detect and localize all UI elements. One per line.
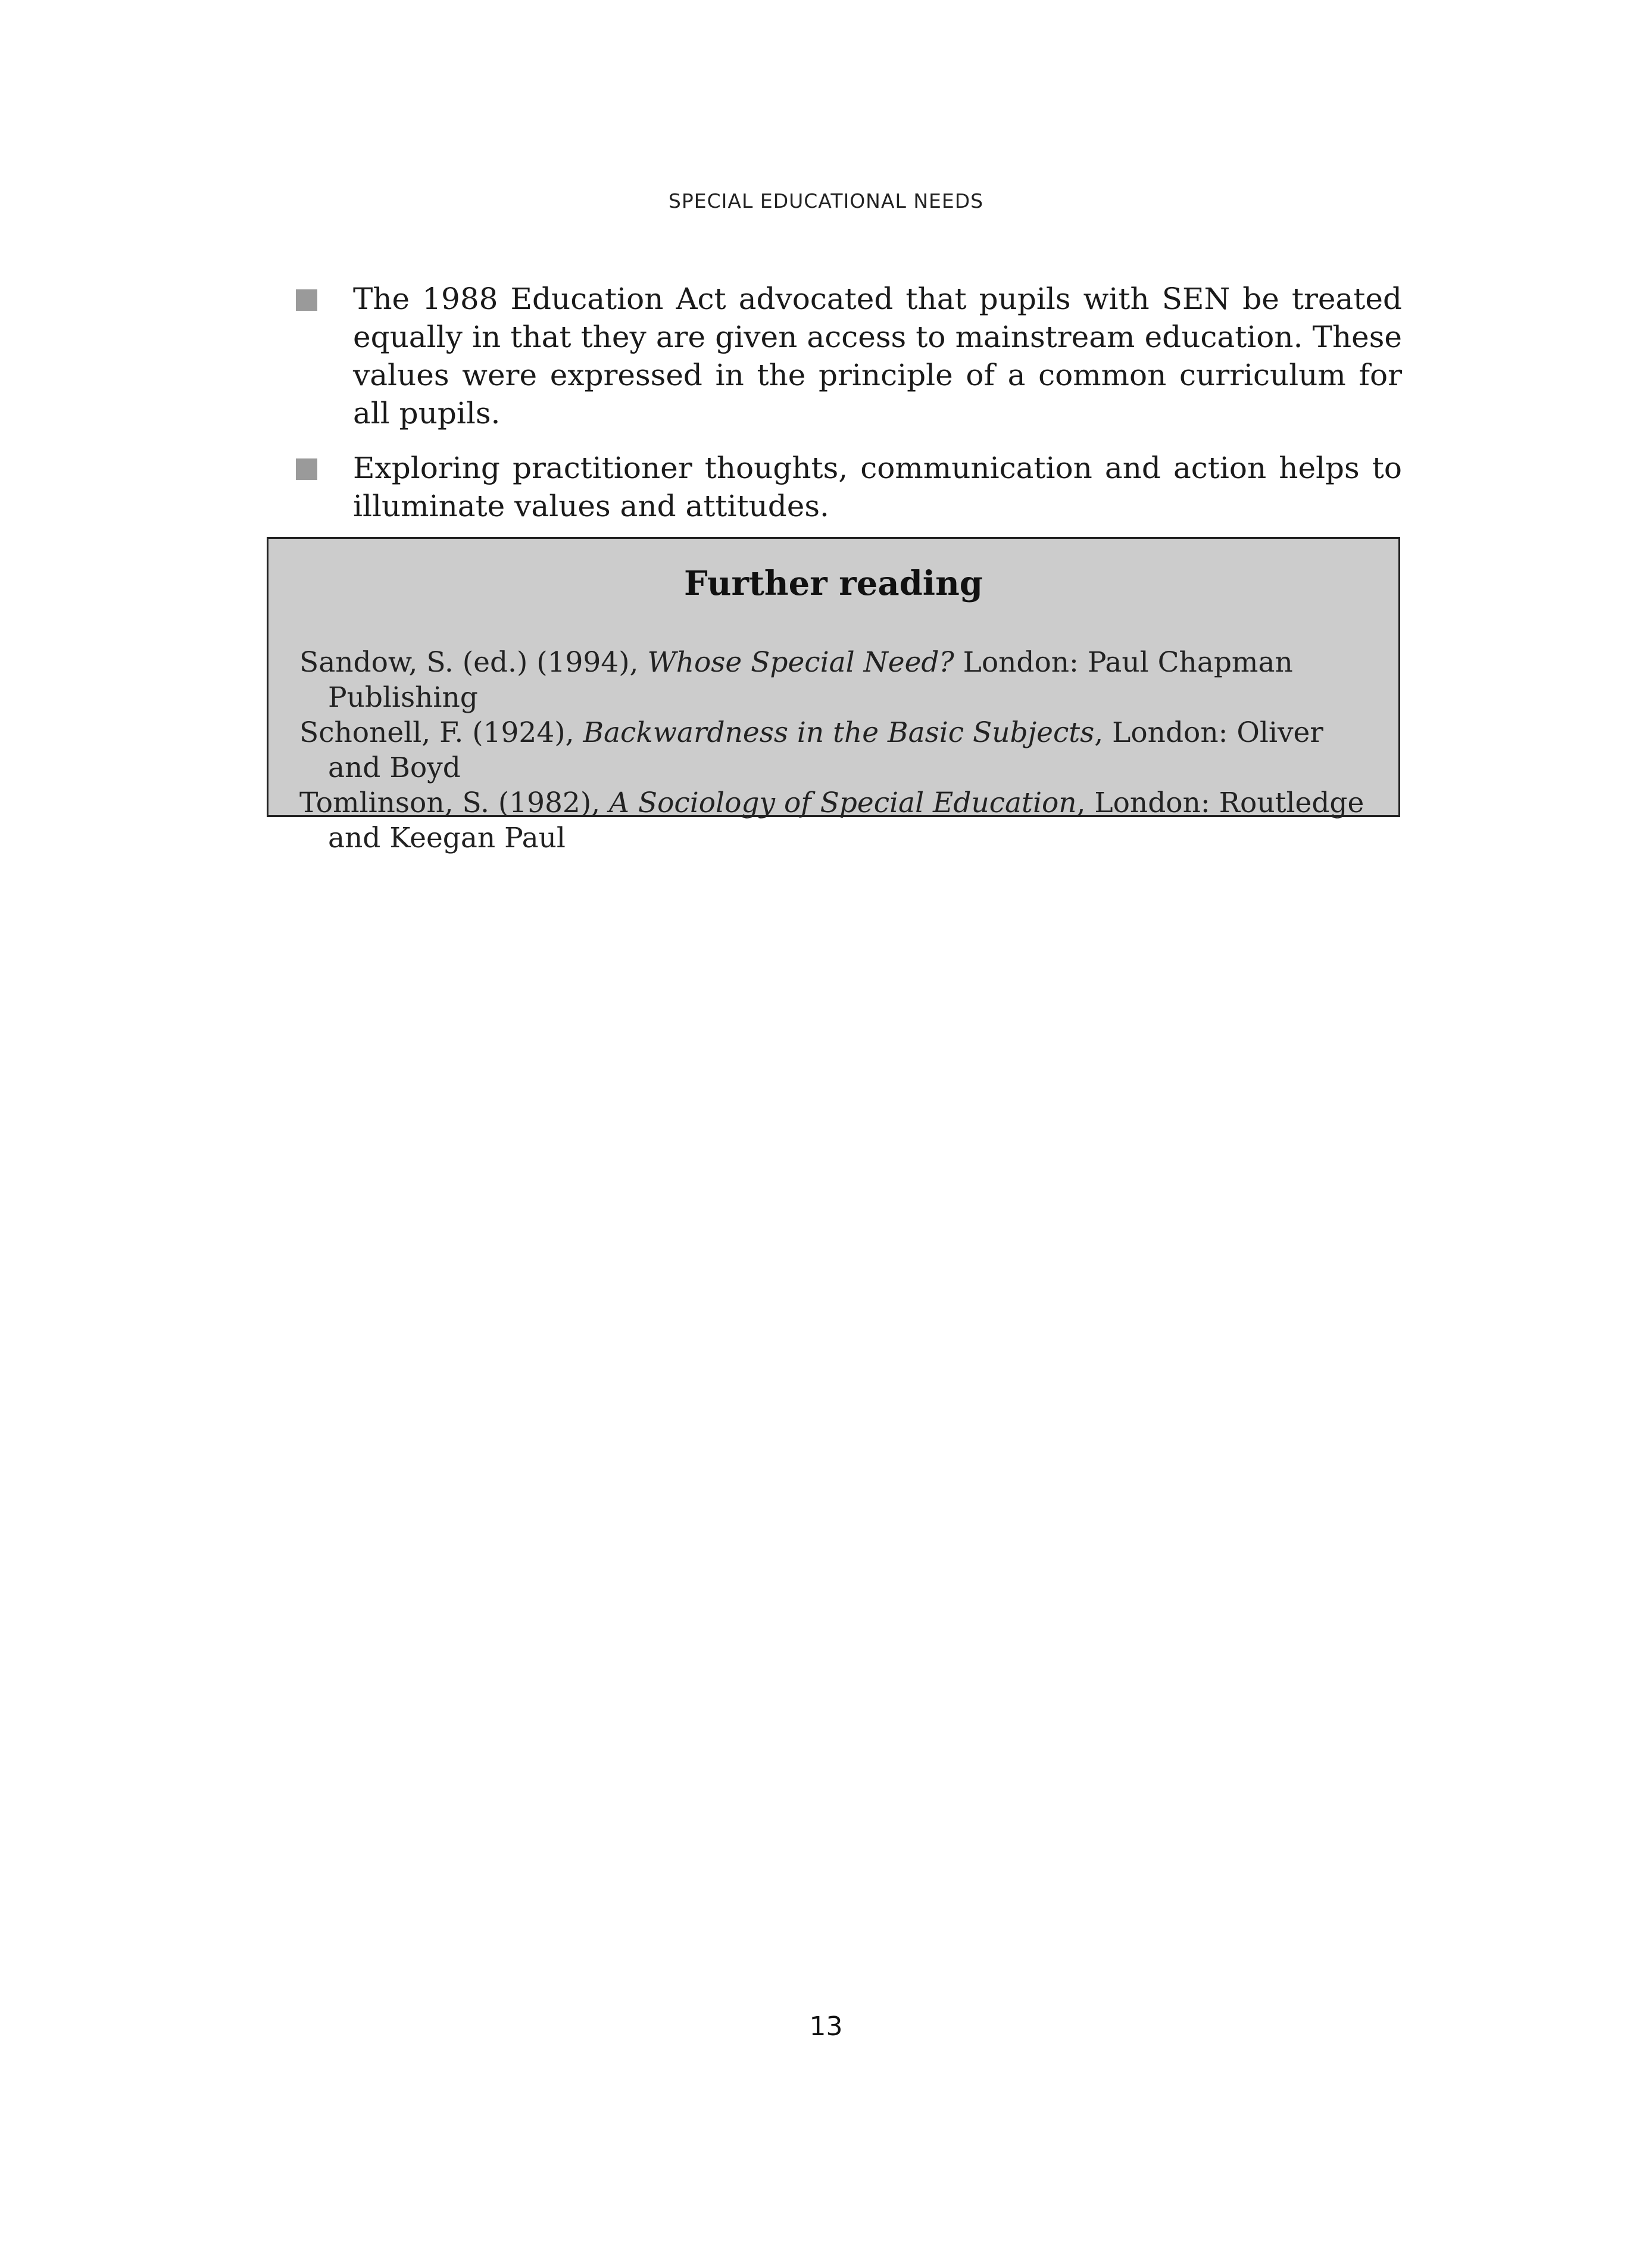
reference-item: [299, 785, 1371, 856]
summary-bullet-list: [296, 280, 1402, 542]
reference-title: Whose Special Need?: [647, 646, 954, 679]
reference-item: [299, 645, 1371, 715]
reference-publisher: , London: Routledge and Keegan Paul: [328, 787, 1364, 854]
reference-author: Schonell, F. (1924),: [299, 716, 583, 749]
reference-title: Backwardness in the Basic Subjects: [583, 716, 1095, 749]
reference-list: [299, 645, 1371, 856]
square-bullet-icon: [296, 458, 317, 480]
bullet-text: Exploring practitioner thoughts, communication and action helps to illuminate values and attitudes.: [353, 451, 1402, 523]
reference-publisher: , London: Oliver and Boyd: [328, 716, 1323, 784]
square-bullet-icon: [296, 289, 317, 311]
further-reading-title: Further reading: [684, 564, 983, 603]
page-number: 13: [809, 2011, 843, 2042]
bullet-text: The 1988 Education Act advocated that pupils with SEN be treated equally in that they are given access to mainstream education. These values were expressed in the principle of a common curriculum for all pupils.: [353, 282, 1402, 430]
reference-publisher: London: Paul Chapman Publishing: [328, 646, 1293, 714]
reference-item: [299, 715, 1371, 785]
reference-author: Sandow, S. (ed.) (1994),: [299, 646, 648, 679]
running-header: SPECIAL EDUCATIONAL NEEDS: [668, 189, 984, 213]
reference-title: A Sociology of Special Education: [609, 787, 1077, 819]
further-reading-box: [267, 537, 1400, 854]
summary-bullet: [296, 280, 1402, 432]
summary-bullet: [296, 449, 1402, 525]
reference-author: Tomlinson, S. (1982),: [299, 787, 610, 819]
